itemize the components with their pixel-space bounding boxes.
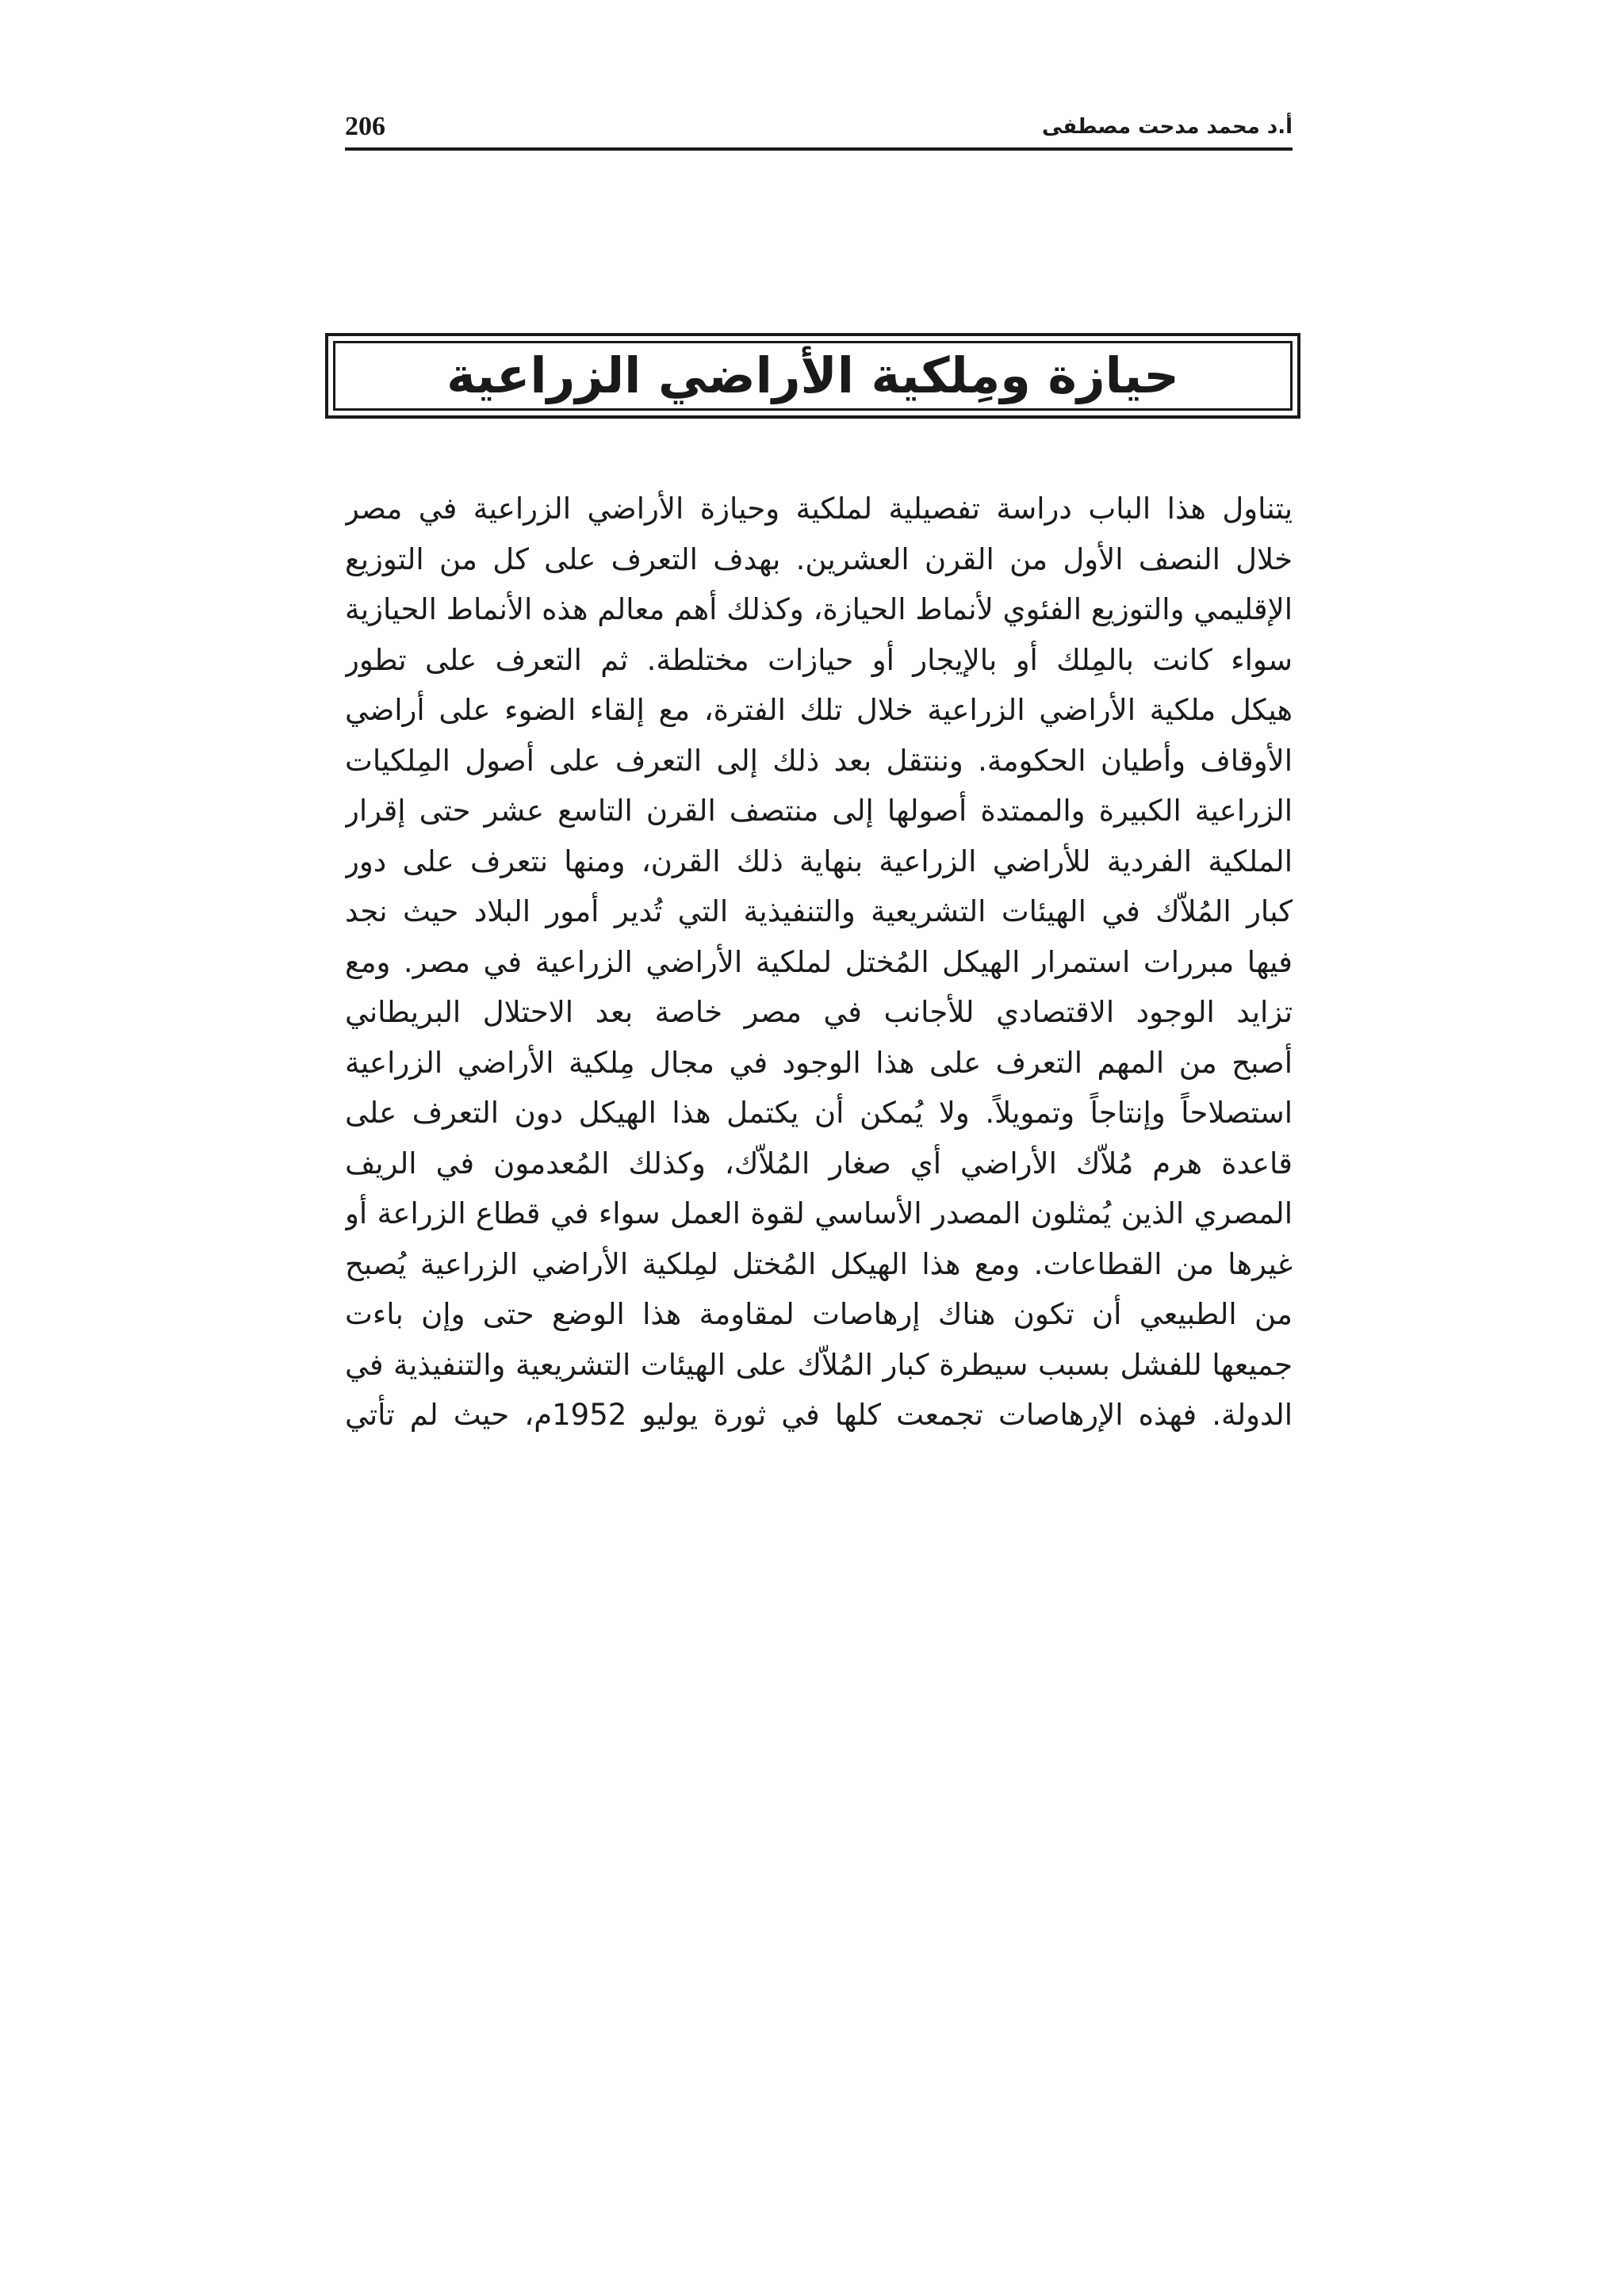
paragraph-line: الملكية الفردية للأراضي الزراعية بنهاية ذلك القرن، ومنها نتعرف على دور	[345, 844, 1293, 878]
paragraph-line: غيرها من القطاعات. ومع هذا الهيكل المُختل لمِلكية الأراضي الزراعية يُصبح	[345, 1246, 1293, 1281]
author-name: أ.د محمد مدحت مصطفى	[1041, 115, 1293, 139]
paragraph-line: الدولة. فهذه الإرهاصات تجمعت كلها في ثورة يوليو 1952م، حيث لم تأتي	[345, 1398, 1293, 1432]
paragraph-line: فيها مبررات استمرار الهيكل المُختل لملكية الأراضي الزراعية في مصر. ومع	[345, 944, 1293, 979]
paragraph-line: كبار المُلاّك في الهيئات التشريعية والتنفيذية التي تُدير أمور البلاد حيث نجد	[345, 894, 1293, 928]
body-paragraph	[345, 484, 1293, 1441]
paragraph-line: خلال النصف الأول من القرن العشرين. بهدف التعرف على كل من التوزيع	[345, 541, 1293, 576]
paragraph-line: هيكل ملكية الأراضي الزراعية خلال تلك الفترة، مع إلقاء الضوء على أراضي	[345, 693, 1293, 727]
chapter-title: حيازة ومِلكية الأراضي الزراعية	[446, 346, 1179, 404]
paragraph-line: يتناول هذا الباب دراسة تفصيلية لملكية وحيازة الأراضي الزراعية في مصر	[345, 492, 1293, 526]
page-number: 206	[345, 112, 385, 141]
paragraph-line: الإقليمي والتوزيع الفئوي لأنماط الحيازة، وكذلك أهم معالم هذه الأنماط الحيازية	[345, 592, 1293, 626]
paragraph-line: المصري الذين يُمثلون المصدر الأساسي لقوة العمل سواء في قطاع الزراعة أو	[345, 1196, 1293, 1230]
paragraph-line: سواء كانت بالمِلك أو بالإيجار أو حيازات مختلطة. ثم التعرف على تطور	[345, 642, 1293, 677]
page-header	[345, 103, 1293, 147]
chapter-title-inner-frame	[333, 341, 1293, 411]
paragraph-line: أصبح من المهم التعرف على هذا الوجود في مجال مِلكية الأراضي الزراعية	[345, 1045, 1293, 1080]
paragraph-line: من الطبيعي أن تكون هناك إرهاصات لمقاومة هذا الوضع حتى وإن باءت	[345, 1297, 1293, 1331]
paragraph-line: قاعدة هرم مُلاّك الأراضي أي صغار المُلاّك، وكذلك المُعدمون في الريف	[345, 1146, 1293, 1181]
paragraph-line: تزايد الوجود الاقتصادي للأجانب في مصر خاصة بعد الاحتلال البريطاني	[345, 995, 1293, 1029]
paragraph-line: الأوقاف وأطيان الحكومة. وننتقل بعد ذلك إلى التعرف على أصول المِلكيات	[345, 743, 1293, 778]
paragraph-line: جميعها للفشل بسبب سيطرة كبار المُلاّك على الهيئات التشريعية والتنفيذية في	[345, 1347, 1293, 1382]
paragraph-line: الزراعية الكبيرة والممتدة أصولها إلى منتصف القرن التاسع عشر حتى إقرار	[345, 794, 1293, 828]
chapter-title-frame	[325, 333, 1300, 419]
paragraph-line: استصلاحاً وإنتاجاً وتمويلاً. ولا يُمكن أن يكتمل هذا الهيكل دون التعرف على	[345, 1096, 1293, 1130]
header-rule	[345, 147, 1293, 151]
